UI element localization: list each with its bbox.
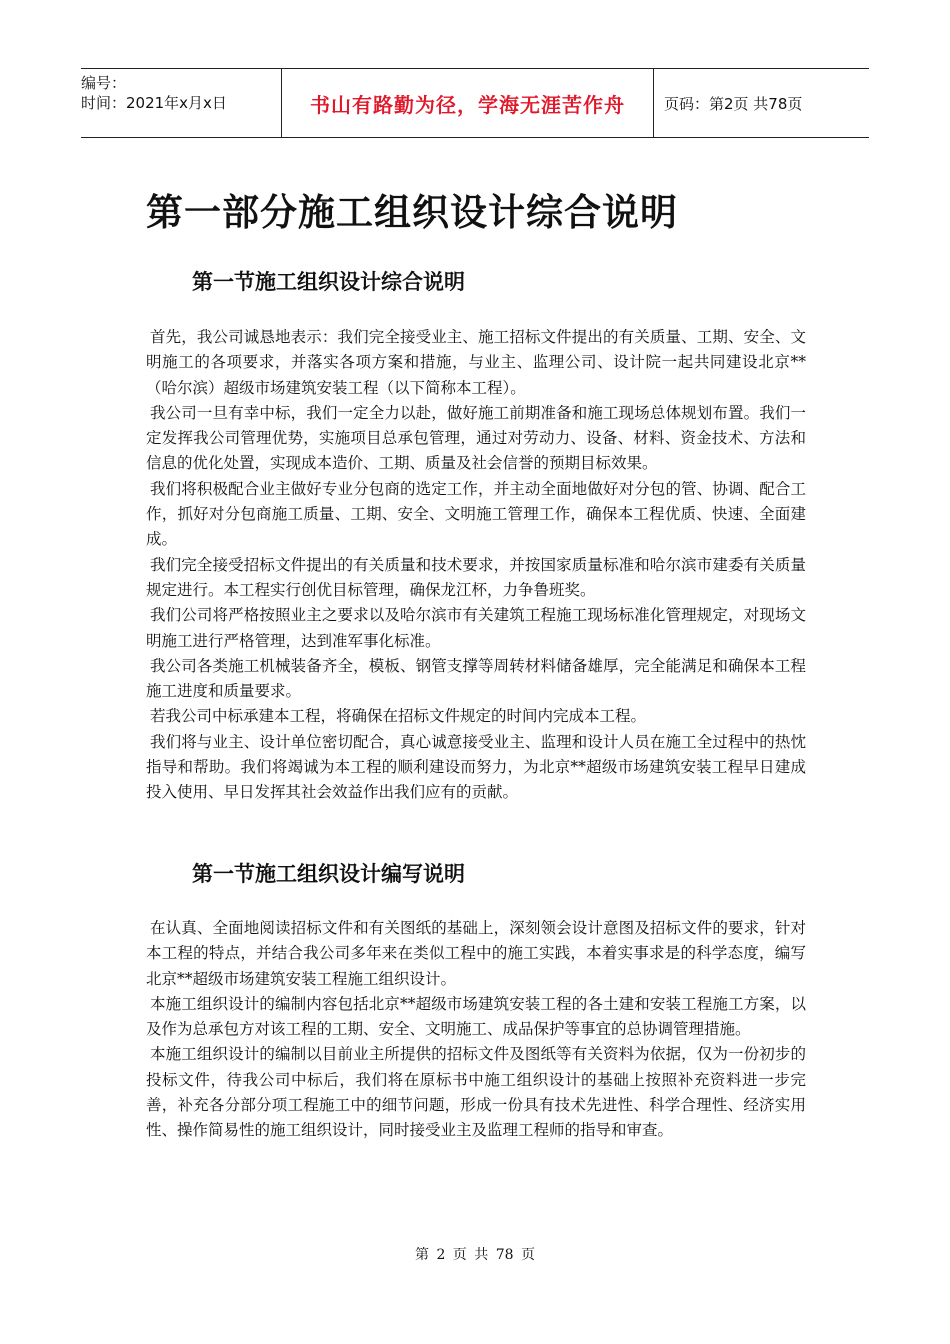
paragraph: 我们将与业主、设计单位密切配合，真心诚意接受业主、监理和设计人员在施工全过程中的热忱指导和帮助。我们将竭诚为本工程的顺利建设而努力，为北京**超级市场建筑安装工程早日建成投入使用、早日发挥其社会效益作出我们应有的贡献。 <box>146 732 806 802</box>
section-body-2 <box>146 916 806 1144</box>
section-heading-2: 第一节施工组织设计编写说明 <box>192 862 465 886</box>
paragraph: 本施工组织设计的编制以目前业主所提供的招标文件及图纸等有关资料为依据，仅为一份初步的投标文件，待我公司中标后，我们将在原标书中施工组织设计的基础上按照补充资料进一步完善，补充各分部分项工程施工中的细节问题，形成一份具有技术先进性、科学合理性、经济实用性、操作简易性的施工组织设计，同时接受业主及监理工程师的指导和审查。 <box>146 1045 806 1140</box>
header-motto: 书山有路勤为径，学海无涯苦作舟 <box>310 92 625 117</box>
paragraph: 我们将积极配合业主做好专业分包商的选定工作，并主动全面地做好对分包的管、协调、配合工作，抓好对分包商施工质量、工期、安全、文明施工管理工作，确保本工程优质、快速、全面建成。 <box>146 479 806 549</box>
section-heading-1: 第一节施工组织设计综合说明 <box>192 270 465 294</box>
section-body-1 <box>146 325 806 806</box>
paragraph: 本施工组织设计的编制内容包括北京**超级市场建筑安装工程的各土建和安装工程施工方案，以及作为总承包方对该工程的工期、安全、文明施工、成品保护等事宜的总协调管理措施。 <box>146 994 806 1039</box>
paragraph: 首先，我公司诚恳地表示：我们完全接受业主、施工招标文件提出的有关质量、工期、安全、文明施工的各项要求，并落实各项方案和措施，与业主、监理公司、设计院一起共同建设北京**（哈尔滨）超级市场建筑安装工程（以下简称本工程）。 <box>146 328 806 397</box>
document-date: 时间：2021年x月x日 <box>81 94 227 112</box>
paragraph: 在认真、全面地阅读招标文件和有关图纸的基础上，深刻领会设计意图及招标文件的要求，针对本工程的特点，并结合我公司多年来在类似工程中的施工实践，本着实事求是的科学态度，编写北京**超级市场建筑安装工程施工组织设计。 <box>146 919 806 988</box>
document-number-label: 编号： <box>81 74 127 92</box>
page-footer: 第 2 页 共 78 页 <box>415 1247 535 1263</box>
paragraph: 我们完全接受招标文件提出的有关质量和技术要求，并按国家质量标准和哈尔滨市建委有关质量规定进行。本工程实行创优目标管理，确保龙江杯，力争鲁班奖。 <box>146 555 806 599</box>
paragraph: 我公司一旦有幸中标，我们一定全力以赴，做好施工前期准备和施工现场总体规划布置。我们一定发挥我公司管理优势，实施项目总承包管理，通过对劳动力、设备、材料、资金技术、方法和信息的优化处置，实现成本造价、工期、质量及社会信誉的预期目标效果。 <box>146 403 806 473</box>
paragraph: 我们公司将严格按照业主之要求以及哈尔滨市有关建筑工程施工现场标准化管理规定，对现场文明施工进行严格管理，达到准军事化标准。 <box>146 606 806 650</box>
paragraph: 若我公司中标承建本工程，将确保在招标文件规定的时间内完成本工程。 <box>150 707 647 726</box>
page-header <box>81 68 869 138</box>
document-title: 第一部分施工组织设计综合说明 <box>146 191 678 234</box>
header-meta <box>81 69 281 137</box>
header-motto-cell <box>281 69 654 137</box>
header-page-info: 页码：第2页 共78页 <box>664 94 803 113</box>
paragraph: 我公司各类施工机械装备齐全，模板、钢管支撑等周转材料储备雄厚，完全能满足和确保本工程施工进度和质量要求。 <box>146 656 806 701</box>
